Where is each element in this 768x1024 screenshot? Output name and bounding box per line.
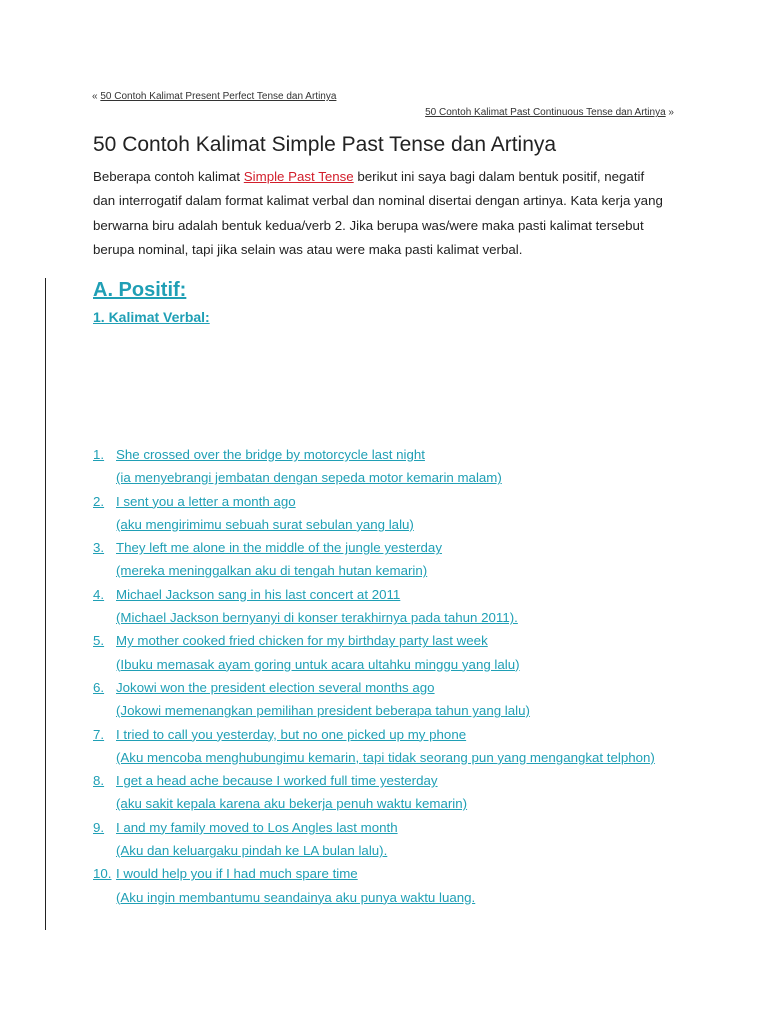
example-sentence-english: I would help you if I had much spare time xyxy=(116,866,358,882)
list-item xyxy=(93,583,673,630)
example-sentence-list xyxy=(93,443,673,909)
intro-paragraph xyxy=(93,165,665,262)
example-english-row xyxy=(93,490,673,513)
next-post-link[interactable]: 50 Contoh Kalimat Past Continuous Tense dan Artinya xyxy=(425,107,666,118)
list-item xyxy=(93,862,673,909)
example-translation-indonesian: (Jokowi memenangkan pemilihan president beberapa tahun yang lalu) xyxy=(116,703,530,719)
example-sentence-english: Jokowi won the president election several months ago xyxy=(116,679,435,695)
example-translation-indonesian: (Aku mencoba menghubungimu kemarin, tapi tidak seorang pun yang mengangkat telphon) xyxy=(116,749,655,765)
example-translation-indonesian: (Michael Jackson bernyanyi di konser terakhirnya pada tahun 2011). xyxy=(116,610,518,626)
subsection-heading-verbal: 1. Kalimat Verbal: xyxy=(93,309,210,325)
example-english-row xyxy=(93,536,673,559)
example-english-row xyxy=(93,583,673,606)
example-english-row xyxy=(93,676,673,699)
prev-post-prefix: « xyxy=(92,91,101,102)
simple-past-tense-link[interactable]: Simple Past Tense xyxy=(243,169,354,184)
example-number: 10. xyxy=(93,866,112,882)
example-sentence-english: I get a head ache because I worked full time yesterday xyxy=(116,773,438,789)
list-item xyxy=(93,443,673,490)
example-number: 8. xyxy=(93,773,105,789)
example-number: 4. xyxy=(93,586,105,602)
section-heading-positif: A. Positif: xyxy=(93,279,187,301)
example-number: 7. xyxy=(93,726,105,742)
intro-text-before: Beberapa contoh kalimat xyxy=(93,169,244,184)
prev-post-nav xyxy=(92,91,336,102)
example-translation-indonesian: (Aku ingin membantumu seandainya aku punya waktu luang. xyxy=(116,889,476,905)
example-number: 5. xyxy=(93,633,105,649)
example-english-row xyxy=(93,769,673,792)
example-translation-indonesian: (mereka meninggalkan aku di tengah hutan kemarin) xyxy=(116,563,428,579)
example-sentence-english: She crossed over the bridge by motorcycle last night xyxy=(116,447,425,462)
example-number: 9. xyxy=(93,819,105,835)
example-translation-indonesian: (aku mengirimimu sebuah surat sebulan yang lalu) xyxy=(116,516,414,532)
example-english-row xyxy=(93,629,673,652)
next-post-suffix: » xyxy=(665,107,674,118)
example-translation-indonesian: (aku sakit kepala karena aku bekerja penuh waktu kemarin) xyxy=(116,796,468,812)
example-sentence-english: I and my family moved to Los Angles last month xyxy=(116,819,398,835)
list-item xyxy=(93,536,673,583)
list-item xyxy=(93,629,673,676)
example-translation-indonesian: (Ibuku memasak ayam goring untuk acara ultahku minggu yang lalu) xyxy=(116,656,520,672)
list-item xyxy=(93,816,673,863)
example-number: 1. xyxy=(93,447,105,462)
example-translation-indonesian: (ia menyebrangi jembatan dengan sepeda motor kemarin malam) xyxy=(116,470,502,486)
next-post-nav xyxy=(425,107,674,118)
example-sentence-english: I tried to call you yesterday, but no one picked up my phone xyxy=(116,726,467,742)
example-english-row xyxy=(93,862,673,885)
example-english-row xyxy=(93,443,673,466)
list-item xyxy=(93,490,673,537)
example-english-row xyxy=(93,816,673,839)
example-sentence-english: My mother cooked fried chicken for my birthday party last week xyxy=(116,633,488,649)
example-number: 6. xyxy=(93,679,105,695)
example-translation-indonesian: (Aku dan keluargaku pindah ke LA bulan lalu). xyxy=(116,843,388,859)
list-item xyxy=(93,676,673,723)
list-item xyxy=(93,769,673,816)
example-english-row xyxy=(93,723,673,746)
page-title: 50 Contoh Kalimat Simple Past Tense dan Artinya xyxy=(93,133,557,156)
intro-text-after: berikut ini saya bagi dalam bentuk positif, negatif dan interrogatif dalam format kalimat verbal dan nominal disertai dengan artinya. Kata kerja yang berwarna biru adalah bentuk kedua/verb 2. Jika berupa was/were maka pasti kalimat tersebut berupa nominal, tapi jika selain was atau were maka pasti kalimat verbal. xyxy=(93,169,663,257)
example-number: 3. xyxy=(93,540,105,556)
page-margin-line xyxy=(45,278,46,930)
example-sentence-english: They left me alone in the middle of the jungle yesterday xyxy=(116,540,442,556)
example-number: 2. xyxy=(93,493,105,509)
example-sentence-english: I sent you a letter a month ago xyxy=(116,493,296,509)
example-sentence-english: Michael Jackson sang in his last concert at 2011 xyxy=(116,586,401,602)
list-item xyxy=(93,723,673,770)
prev-post-link[interactable]: 50 Contoh Kalimat Present Perfect Tense dan Artinya xyxy=(100,91,337,102)
